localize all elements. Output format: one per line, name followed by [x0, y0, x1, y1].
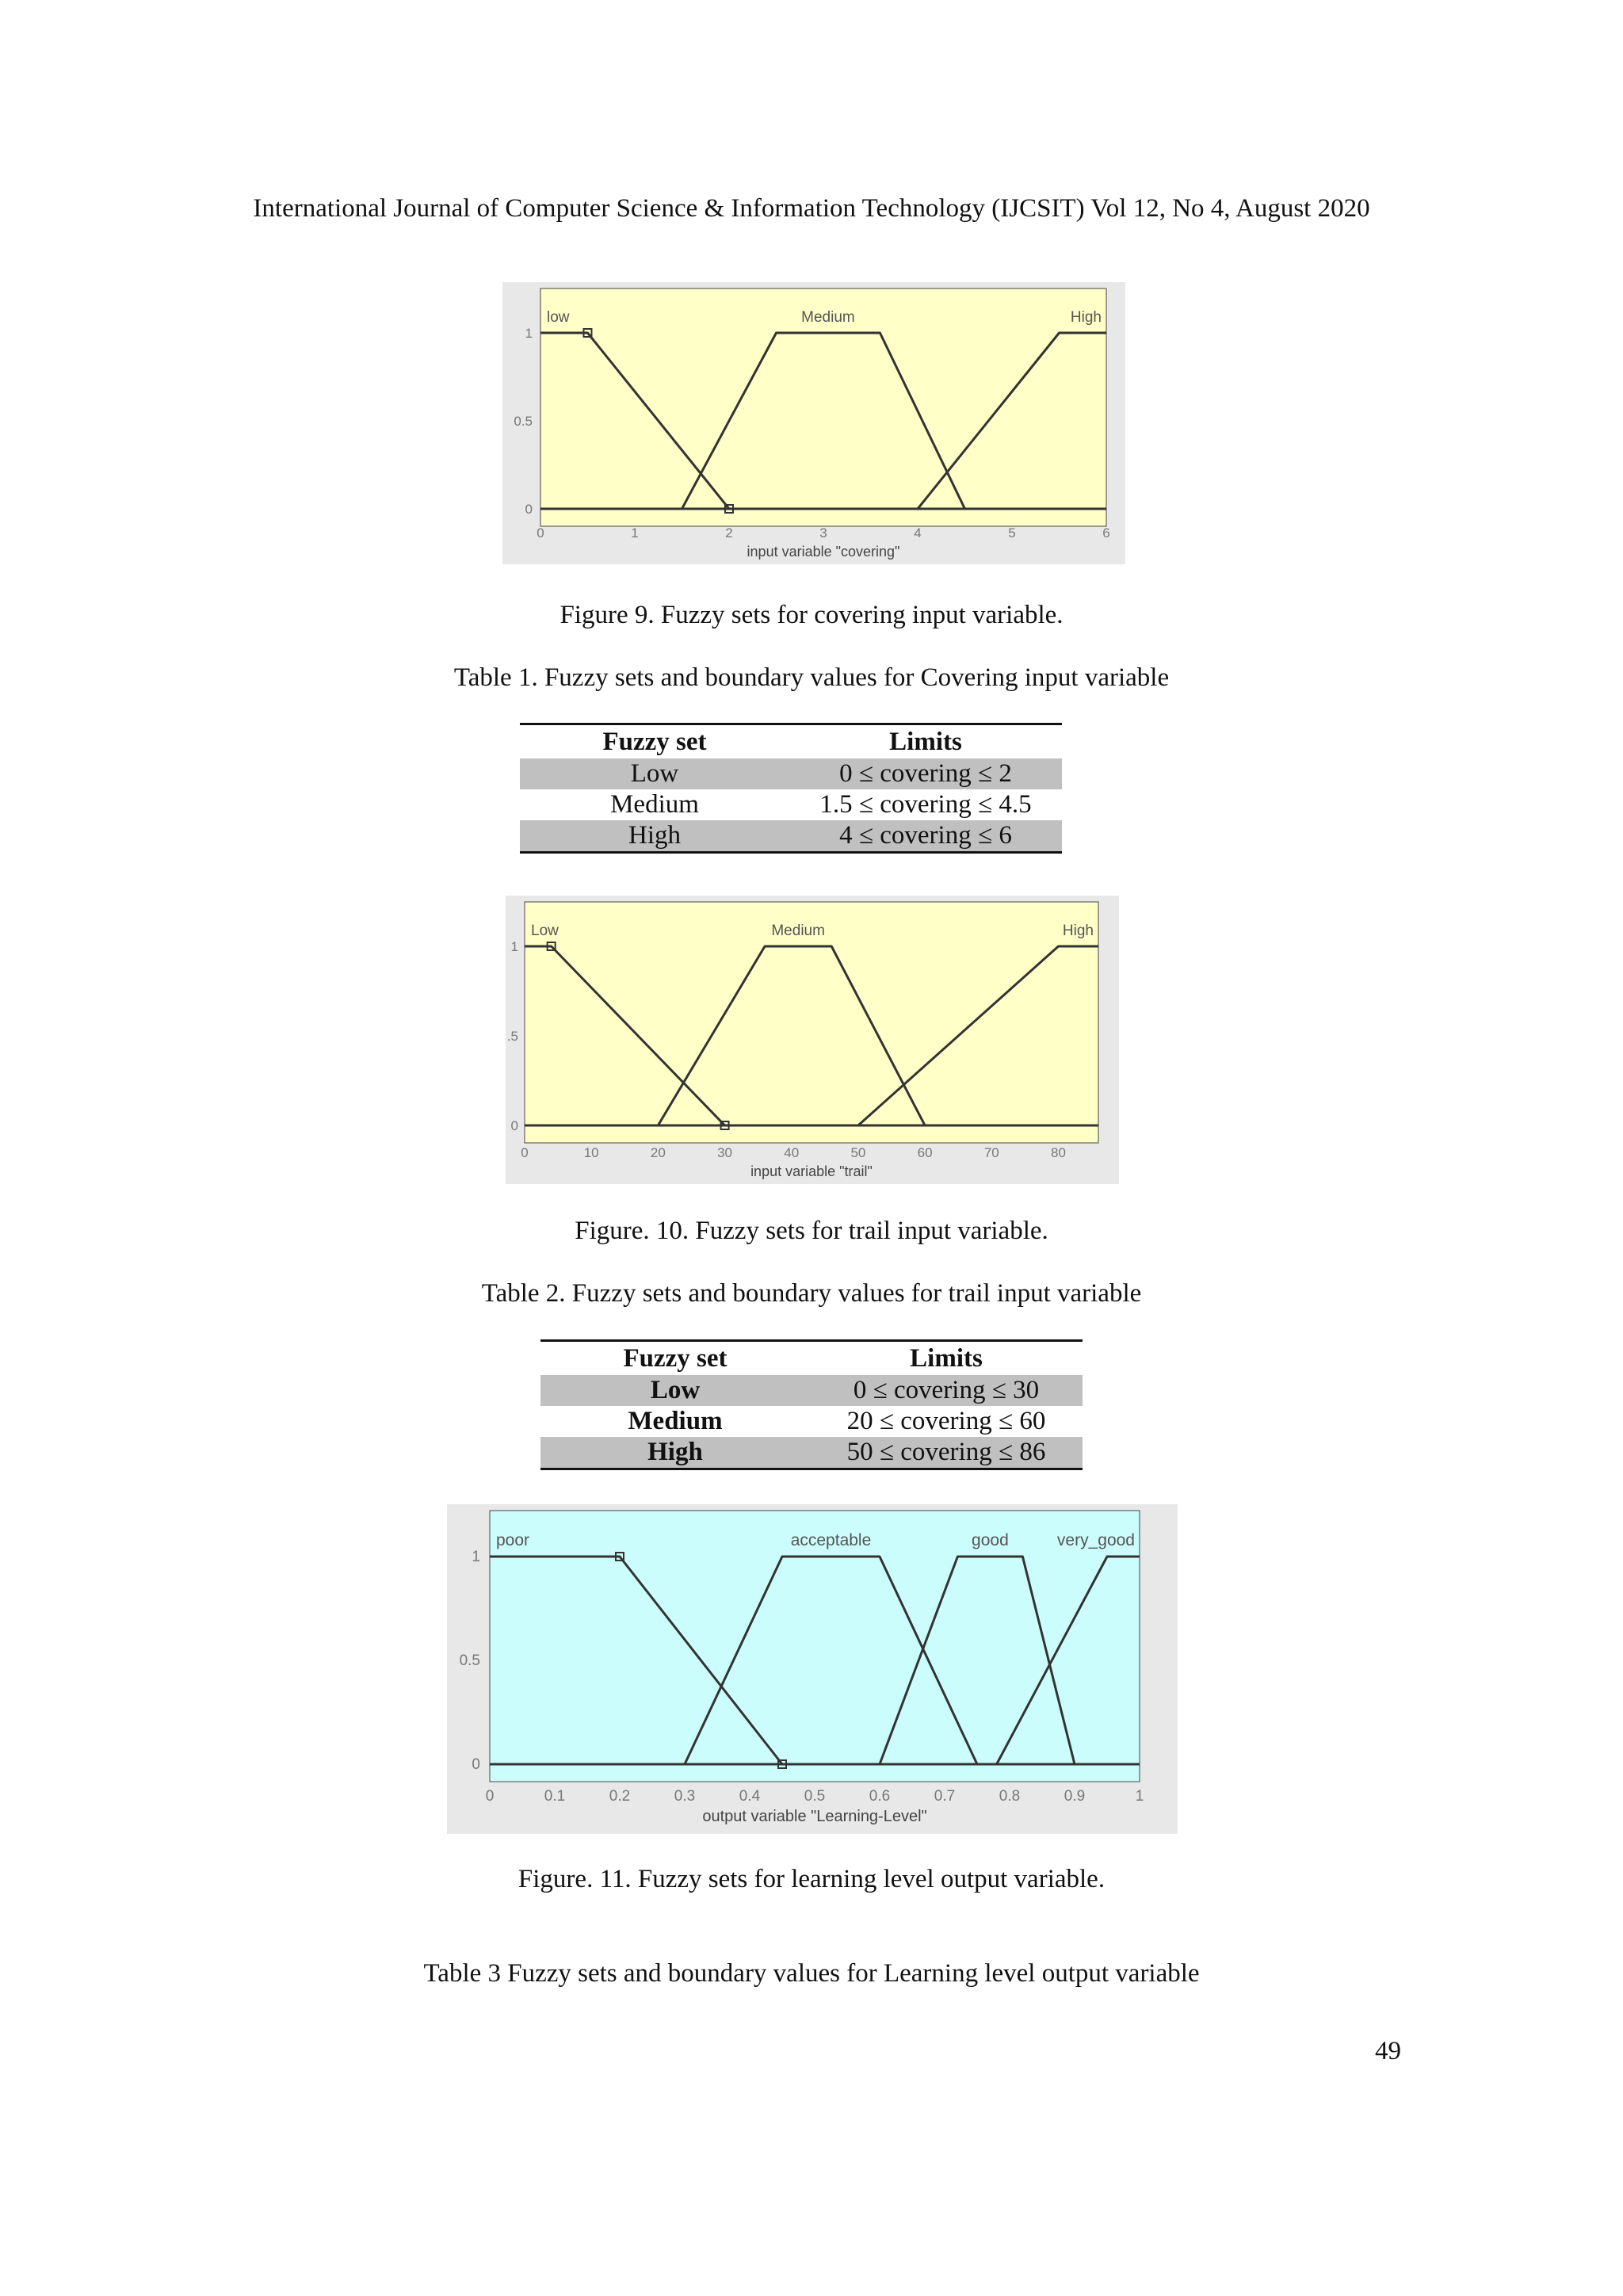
x-tick-label: 80	[1051, 1145, 1066, 1160]
table-2-header-limits: Limits	[810, 1341, 1083, 1376]
series-label-low: low	[547, 309, 570, 326]
x-tick-label: 0.7	[934, 1788, 956, 1805]
table-2-header-fuzzy-set: Fuzzy set	[540, 1341, 810, 1376]
y-tick-label: 0	[472, 1756, 480, 1773]
figure-11	[447, 1504, 1178, 1834]
series-label-good: good	[972, 1531, 1009, 1549]
figure-10-caption: Figure. 10. Fuzzy sets for trail input variable.	[575, 1217, 1048, 1245]
series-label-high: High	[1062, 923, 1094, 939]
x-tick-label: 0.1	[544, 1788, 566, 1805]
x-tick-label: 0	[521, 1145, 529, 1160]
y-tick-label: .5	[506, 1029, 518, 1044]
table-row	[520, 789, 1062, 820]
table-cell: High	[520, 820, 789, 853]
y-tick-label: 0	[510, 1118, 518, 1133]
table-2	[540, 1339, 1083, 1470]
x-tick-label: 1	[631, 525, 639, 541]
x-tick-label: 0.9	[1064, 1788, 1086, 1805]
x-tick-label: 2	[725, 525, 733, 541]
table-cell: High	[540, 1437, 810, 1469]
figure-10	[506, 896, 1119, 1184]
x-tick-label: 0.2	[609, 1788, 631, 1805]
series-label-poor: poor	[496, 1531, 530, 1549]
x-tick-label: 0.5	[804, 1788, 826, 1805]
x-tick-label: 1	[1135, 1788, 1144, 1805]
table-1-header-fuzzy-set: Fuzzy set	[520, 724, 789, 759]
x-tick-label: 4	[914, 525, 922, 541]
y-tick-label: 0.5	[514, 414, 533, 429]
series-label-medium: Medium	[801, 309, 855, 326]
x-tick-label: 3	[819, 525, 827, 541]
x-tick-label: 70	[983, 1145, 999, 1160]
series-label-low: Low	[531, 923, 559, 939]
series-label-acceptable: acceptable	[790, 1531, 872, 1549]
x-tick-label: 60	[917, 1145, 933, 1160]
figure-11-chart	[447, 1504, 1178, 1834]
y-tick-label: 0	[525, 502, 533, 517]
series-label-very_good: very_good	[1056, 1531, 1135, 1549]
figure-11-caption: Figure. 11. Fuzzy sets for learning level output variable.	[517, 1865, 1106, 1893]
figure-9	[502, 282, 1125, 564]
table-row	[520, 820, 1062, 853]
running-header: International Journal of Computer Science & Information Technology (IJCSIT) Vol 12, No 4, August 2020	[253, 194, 1370, 223]
y-tick-label: 0.5	[459, 1652, 480, 1669]
x-tick-label: 10	[583, 1145, 599, 1160]
table-row	[540, 1437, 1083, 1469]
table-cell: 0 ≤ covering ≤ 30	[810, 1375, 1083, 1406]
x-tick-label: 0	[537, 525, 544, 541]
table-cell: 20 ≤ covering ≤ 60	[846, 1407, 1046, 1435]
x-tick-label: 0	[485, 1788, 495, 1805]
table-row	[540, 1375, 1083, 1406]
x-tick-label: 0.6	[869, 1788, 891, 1805]
table-3-caption: Table 3 Fuzzy sets and boundary values for Learning level output variable	[423, 1959, 1200, 1988]
plot-area	[490, 1511, 1140, 1782]
figure-10-chart	[506, 896, 1119, 1184]
x-tick-label: 30	[717, 1145, 733, 1160]
table-row	[540, 1406, 1083, 1437]
table-1	[520, 723, 1062, 854]
table-1-header-limits: Limits	[789, 724, 1062, 759]
x-tick-label: 6	[1102, 525, 1110, 541]
x-tick-label: 40	[784, 1145, 800, 1160]
table-cell: Low	[520, 758, 789, 789]
page-number: 49	[1375, 2037, 1401, 2065]
y-tick-label: 1	[472, 1549, 480, 1565]
x-tick-label: 0.4	[739, 1788, 761, 1805]
x-tick-label: 0.8	[999, 1788, 1021, 1805]
figure-9-caption: Figure 9. Fuzzy sets for covering input variable.	[559, 601, 1064, 629]
x-tick-label: 0.3	[674, 1788, 696, 1805]
series-label-high: High	[1070, 309, 1102, 326]
table-row	[520, 758, 1062, 789]
x-axis-label: input variable "covering"	[747, 544, 900, 560]
table-cell: 1.5 ≤ covering ≤ 4.5	[819, 790, 1032, 819]
table-1-caption: Table 1. Fuzzy sets and boundary values for Covering input variable	[453, 663, 1170, 692]
table-cell: Medium	[610, 790, 699, 819]
x-tick-label: 5	[1008, 525, 1016, 541]
table-2-caption: Table 2. Fuzzy sets and boundary values for trail input variable	[481, 1279, 1142, 1308]
y-tick-label: 1	[510, 939, 518, 954]
x-axis-label: input variable "trail"	[750, 1163, 873, 1179]
y-tick-label: 1	[525, 326, 533, 341]
x-axis-label: output variable "Learning-Level"	[702, 1808, 927, 1825]
x-tick-label: 50	[850, 1145, 866, 1160]
x-tick-label: 20	[650, 1145, 666, 1160]
table-cell: Low	[540, 1375, 810, 1406]
table-cell: 4 ≤ covering ≤ 6	[789, 820, 1062, 853]
series-label-medium: Medium	[771, 923, 825, 939]
table-cell: 50 ≤ covering ≤ 86	[810, 1437, 1083, 1469]
figure-9-chart	[502, 282, 1125, 564]
table-cell: 0 ≤ covering ≤ 2	[789, 758, 1062, 789]
table-cell: Medium	[628, 1407, 723, 1435]
